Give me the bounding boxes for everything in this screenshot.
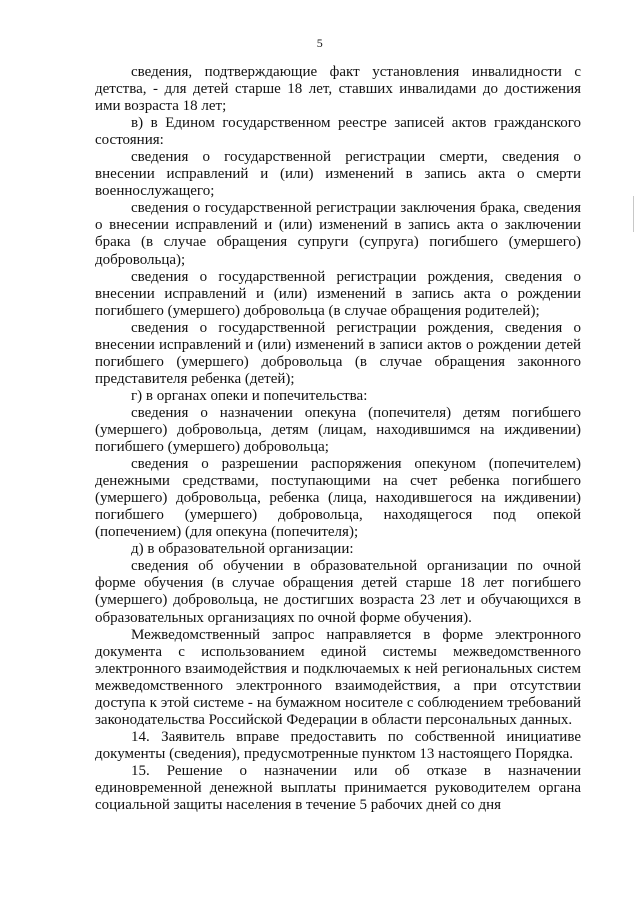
paragraph-item-14: 14. Заявитель вправе предоставить по собственной инициативе документы (сведения), предусмотренные пунктом 13 настоящего Порядка. bbox=[95, 728, 581, 762]
paragraph-civil-registry-heading: в) в Едином государственном реестре записей актов гражданского состояния: bbox=[95, 115, 581, 149]
paragraph-education-heading: д) в образовательной организации: bbox=[131, 541, 354, 558]
paragraph-disability-info: сведения, подтверждающие факт установления инвалидности с детства, - для детей старше 18 лет, ставших инвалидами до достижения ими возраста 18 лет; bbox=[95, 64, 581, 115]
paragraph-interagency-request: Межведомственный запрос направляется в форме электронного документа с использованием единой системы межведомственного электронного взаимодействия и подключаемых к ней региональных систем межведомственного электронного взаимодействия, а при отсутствии доступа к этой системе - на бумажном носителе с соблюдением требований законодательства Российской Федерации в области персональных данных. bbox=[95, 626, 581, 728]
scan-margin-mark bbox=[633, 196, 634, 232]
paragraph-item-15: 15. Решение о назначении или об отказе в назначении единовременной денежной выплаты принимается руководителем органа социальной защиты населения в течение 5 рабочих дней со дня bbox=[95, 762, 581, 814]
page-number: 5 bbox=[316, 36, 324, 50]
paragraph-guardianship-heading: г) в органах опеки и попечительства: bbox=[131, 387, 368, 404]
paragraph-birth-registration-parents: сведения о государственной регистрации рождения, сведения о внесении исправлений и (или) изменений в запись акта о рождении погибшего (умершего) добровольца (в случае обращения родителей); bbox=[95, 268, 581, 319]
paragraph-marriage-registration: сведения о государственной регистрации заключения брака, сведения о внесении исправлений и (или) изменений в запись акта о заключении брака (в случае обращения супруги (супруга) погибшего (умершего) добровольца); bbox=[95, 200, 581, 268]
paragraph-birth-registration-children: сведения о государственной регистрации рождения, сведения о внесении исправлений и (или) изменений в записи актов о рождении детей погибшего (умершего) добровольца (в случае обращения законного представителя ребенка (детей); bbox=[95, 319, 581, 387]
paragraph-guardian-funds-permission: сведения о разрешении распоряжения опекуном (попечителем) денежными средствами, поступающими на счет ребенка погибшего (умершего) добровольца, ребенка (лица, находившегося на иждивении) погибшего (умершего) добровольца, находящегося под опекой (попечением) (для опекуна (попечителя); bbox=[95, 456, 581, 541]
document-body bbox=[95, 64, 581, 814]
paragraph-education-info: сведения об обучении в образовательной организации по очной форме обучения (в случае обращения детей старше 18 лет погибшего (умершего) добровольца, не достигших возраста 23 лет и обучающихся в образовательных организациях по очной форме обучения). bbox=[95, 558, 581, 626]
paragraph-death-registration: сведения о государственной регистрации смерти, сведения о внесении исправлений и (или) изменений в запись акта о смерти военнослужащего; bbox=[95, 149, 581, 200]
paragraph-guardian-appointment: сведения о назначении опекуна (попечителя) детям погибшего (умершего) добровольца, детям (лицам, находившимся на иждивении) погибшего (умершего) добровольца; bbox=[95, 404, 581, 456]
